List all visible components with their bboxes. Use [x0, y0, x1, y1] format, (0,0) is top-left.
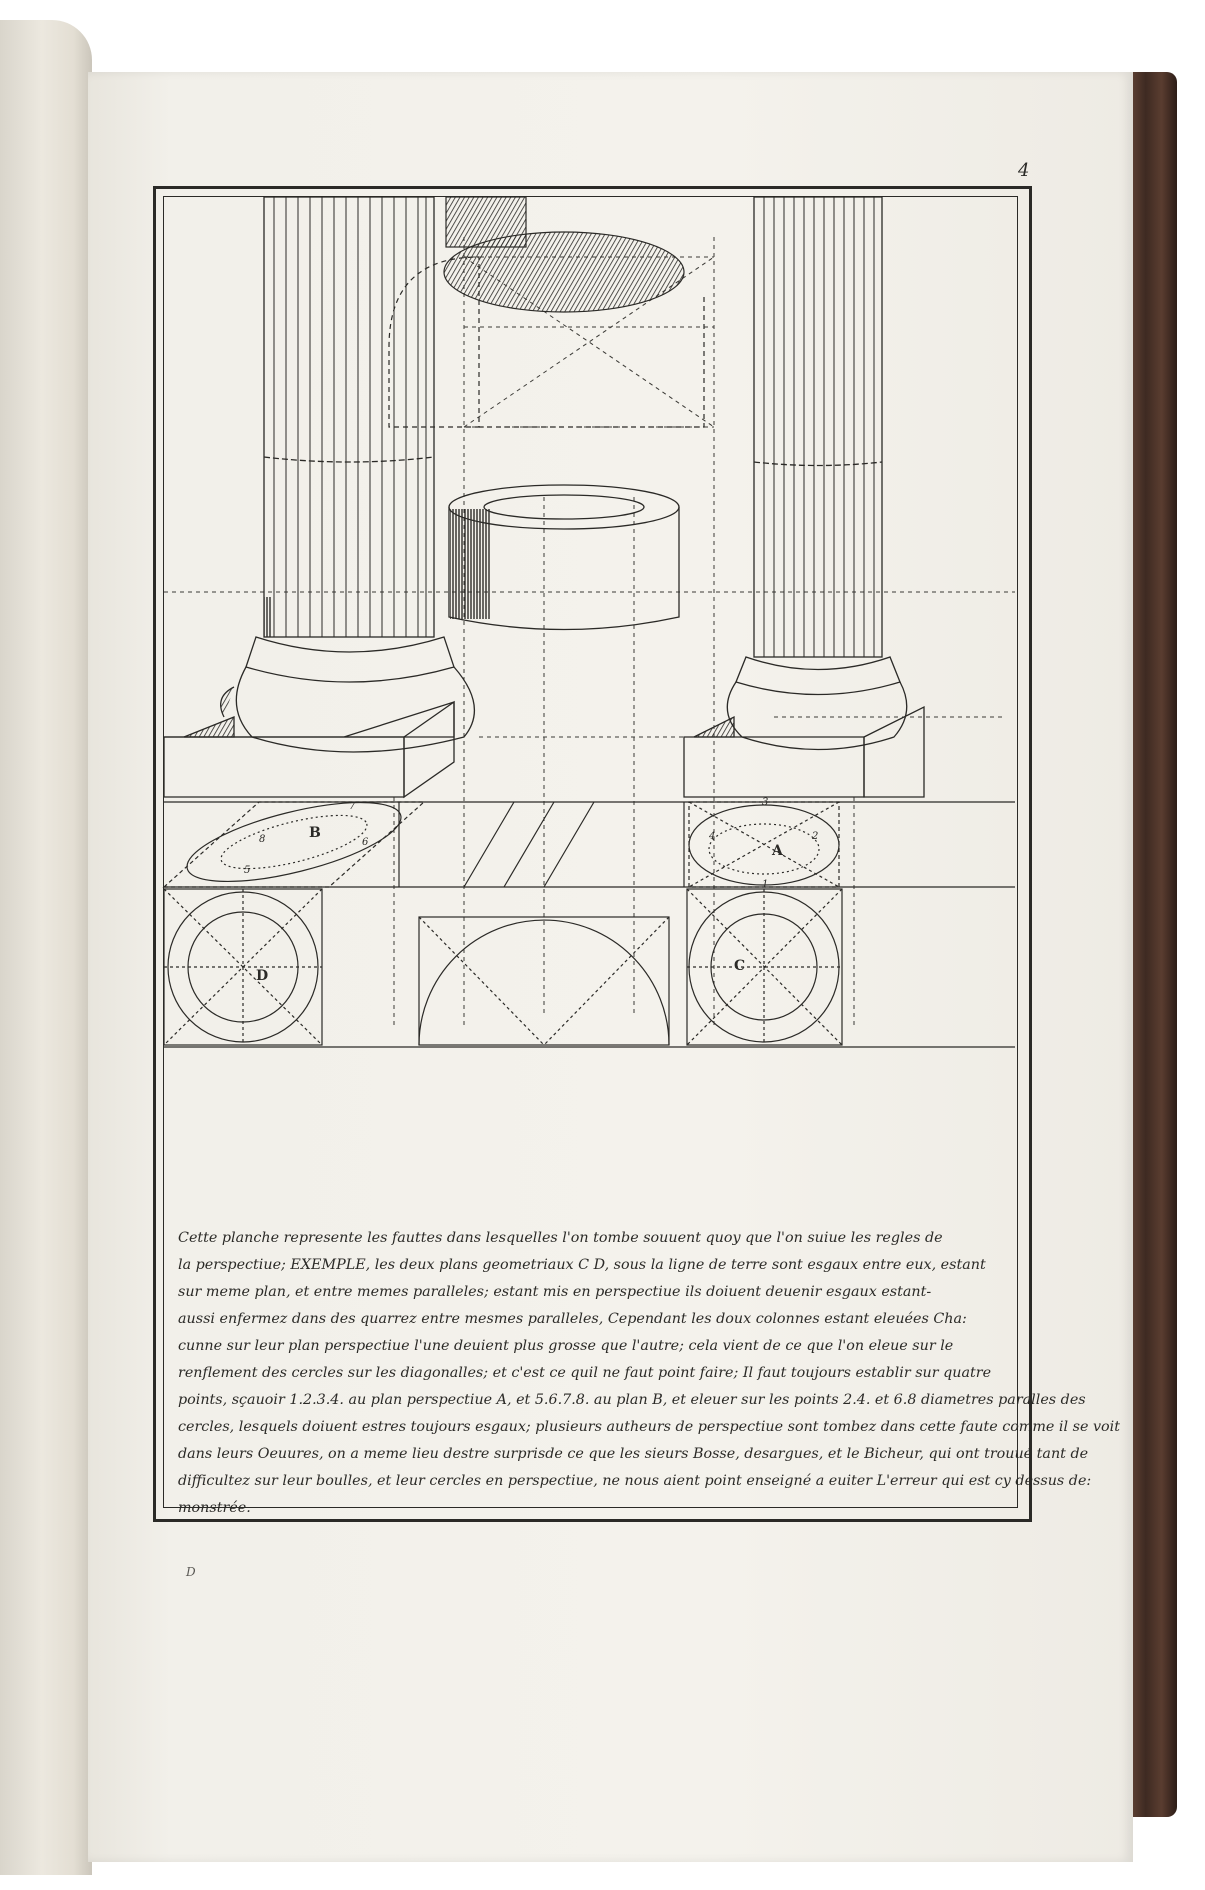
ground-band	[164, 802, 1015, 887]
left-column	[221, 197, 475, 752]
caption-line: points, sçauoir 1.2.3.4. au plan perspectiue A, et 5.6.7.8. au plan B, et eleuer sur les points 2.4. et 6.8 diametres paralles des	[178, 1392, 1086, 1408]
middle-cylinder	[449, 485, 679, 630]
caption-line: monstrée.	[178, 1500, 251, 1516]
label-d: D	[256, 968, 269, 984]
label-a: A	[772, 843, 783, 859]
caption-line: cercles, lesquels doiuent estres toujours esgaux; plusieurs autheurs de perspectiue sont tombez dans cette faute comme il se voit	[178, 1419, 1120, 1435]
point-4: 4	[709, 831, 716, 842]
caption-line: aussi enfermez dans des quarrez entre mesmes paralleles, Cependant les doux colonnes estant eleuées Cha:	[178, 1311, 967, 1327]
point-1: 1	[762, 879, 769, 890]
point-2: 2	[812, 831, 819, 842]
caption-line: la perspectiue; EXEMPLE, les deux plans geometriaux C D, sous la ligne de terre sont esgaux entre eux, estant	[178, 1257, 986, 1273]
left-page-stack	[0, 20, 92, 1875]
label-c: C	[734, 958, 746, 974]
caption-line: dans leurs Oeuures, on a meme lieu destre surprisde ce que les sieurs Bosse, desargues, et le Bicheur, qui ont trouué tant de	[178, 1446, 1089, 1462]
point-3: 3	[762, 797, 769, 808]
perspective-circle-a	[689, 802, 839, 887]
plate-caption	[178, 1225, 1120, 1516]
caption-line: difficultez sur leur boulles, et leur cercles en perspectiue, ne nous aient point enseigné a euiter L'erreur qui est cy dessus de:	[178, 1473, 1092, 1489]
upper-capital	[389, 197, 704, 427]
perspective-circle-b	[164, 786, 424, 897]
page-number: 4	[1018, 160, 1030, 181]
right-plinth	[684, 707, 924, 797]
point-7: 7	[349, 801, 356, 812]
caption-line: Cette planche represente les fauttes dans lesquelles l'on tombe souuent quoy que l'on suiue les regles de	[178, 1230, 943, 1246]
label-b: B	[309, 825, 321, 841]
geometric-plans	[164, 889, 1015, 1047]
caption-line: sur meme plan, et entre memes paralleles; estant mis en perspectiue ils doiuent deuenir esgaux estant-	[178, 1284, 932, 1300]
signature-mark: D	[186, 1565, 196, 1579]
construction-lines	[164, 237, 1015, 1027]
right-column	[727, 197, 906, 750]
caption-line: cunne sur leur plan perspectiue l'une deuient plus grosse que l'autre; cela vient de ce que l'on eleue sur le	[178, 1338, 954, 1354]
caption-line: renflement des cercles sur les diagonalles; et c'est ce quil ne faut point faire; Il faut toujours establir sur quatre	[178, 1365, 992, 1381]
point-8: 8	[259, 834, 266, 845]
point-5: 5	[244, 865, 251, 876]
engraved-illustration	[164, 197, 1015, 1215]
point-6: 6	[362, 837, 369, 848]
